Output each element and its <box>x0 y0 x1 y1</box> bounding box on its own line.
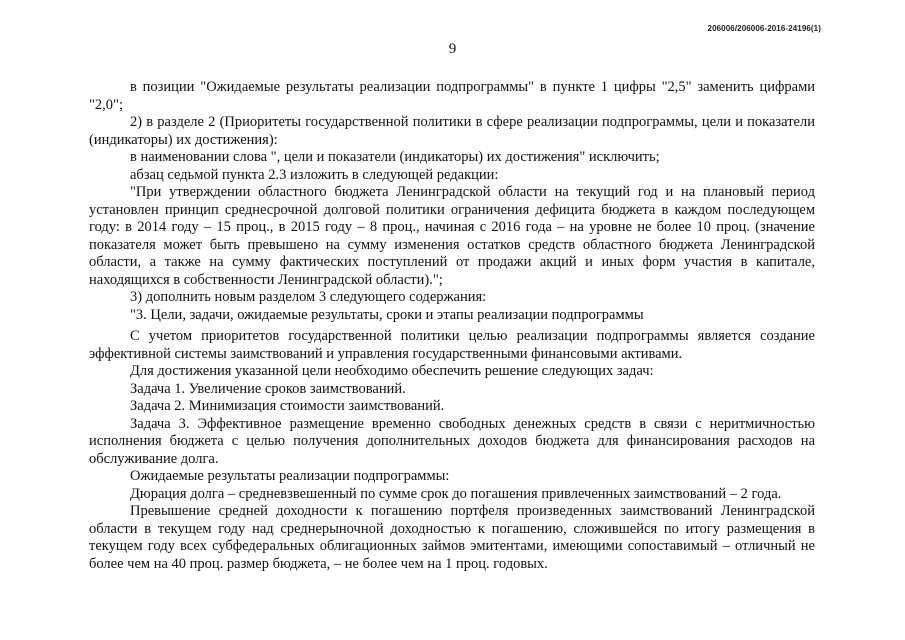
section-3-heading: "3. Цели, задачи, ожидаемые результаты, сроки и этапы реализации подпрограммы <box>130 306 644 323</box>
task-3: Задача 3. Эффективное размещение временно свободных денежных средств в связи с неритмичностью исполнения бюджета с целью получения дополнительных доходов бюджета для финансирования расходов на обслуживание долга. <box>89 415 815 467</box>
paragraph-tasks-intro: Для достижения указанной цели необходимо обеспечить решение следующих задач: <box>130 363 654 379</box>
paragraph-budget-policy-quote: "При утверждении областного бюджета Ленинградской области на текущий год и на плановый период установлен принцип среднесрочной долговой политики ограничения дефицита бюджета в каждом последующем году: в 2014 году – 15 проц., в 2015 году – 8 проц., начиная с 2016 года – на уровне не более 10 проц. (значение показателя может быть превышено на сумму изменения остатков средств областного бюджета Ленинградской области, а также на сумму фактических поступлений от продажи акций и иных форм участия в капитале, находящихся в собственности Ленинградской области)."; <box>89 184 815 288</box>
document-body <box>89 79 815 573</box>
paragraph-expected-results: Ожидаемые результаты реализации подпрограммы: <box>130 468 450 484</box>
paragraph-section-2: 2) в разделе 2 (Приоритеты государственной политики в сфере реализации подпрограммы, цели и показатели (индикаторы) их достижения): <box>89 114 815 148</box>
page-number: 9 <box>448 41 457 57</box>
paragraph-goal: С учетом приоритетов государственной политики целью реализации подпрограммы является создание эффективной системы заимствований и управления государственными финансовыми активами. <box>89 328 815 362</box>
paragraph-yield-excess: Превышение средней доходности к погашению портфеля произведенных заимствований Ленинградской области в текущем году над среднерыночной доходностью к погашению, сложившейся по итогу размещения в текущем году всех субфедеральных облигационных займов эмитентами, имеющими сопоставимый – отличный не более чем на 40 проц. размер бюджета, – не более чем на 1 проц. годовых. <box>89 503 815 572</box>
paragraph-debt-duration: Дюрация долга – средневзвешенный по сумме срок до погашения привлеченных заимствований – 2 года. <box>130 485 782 502</box>
paragraph-title-change: в наименовании слова ", цели и показатели (индикаторы) их достижения" исключить; <box>130 149 660 165</box>
task-2: Задача 2. Минимизация стоимости заимствований. <box>130 398 445 414</box>
paragraph-position-change: в позиции "Ожидаемые результаты реализации подпрограммы" в пункте 1 цифры "2,5" заменить цифрами "2,0"; <box>89 79 815 113</box>
task-1: Задача 1. Увеличение сроков заимствований. <box>130 380 406 397</box>
paragraph-clause-2-3: абзац седьмой пункта 2.3 изложить в следующей редакции: <box>130 166 499 183</box>
document-id: 206006/206006-2016-24196(1) <box>707 24 821 33</box>
paragraph-add-section-3: 3) дополнить новым разделом 3 следующего содержания: <box>130 289 487 305</box>
